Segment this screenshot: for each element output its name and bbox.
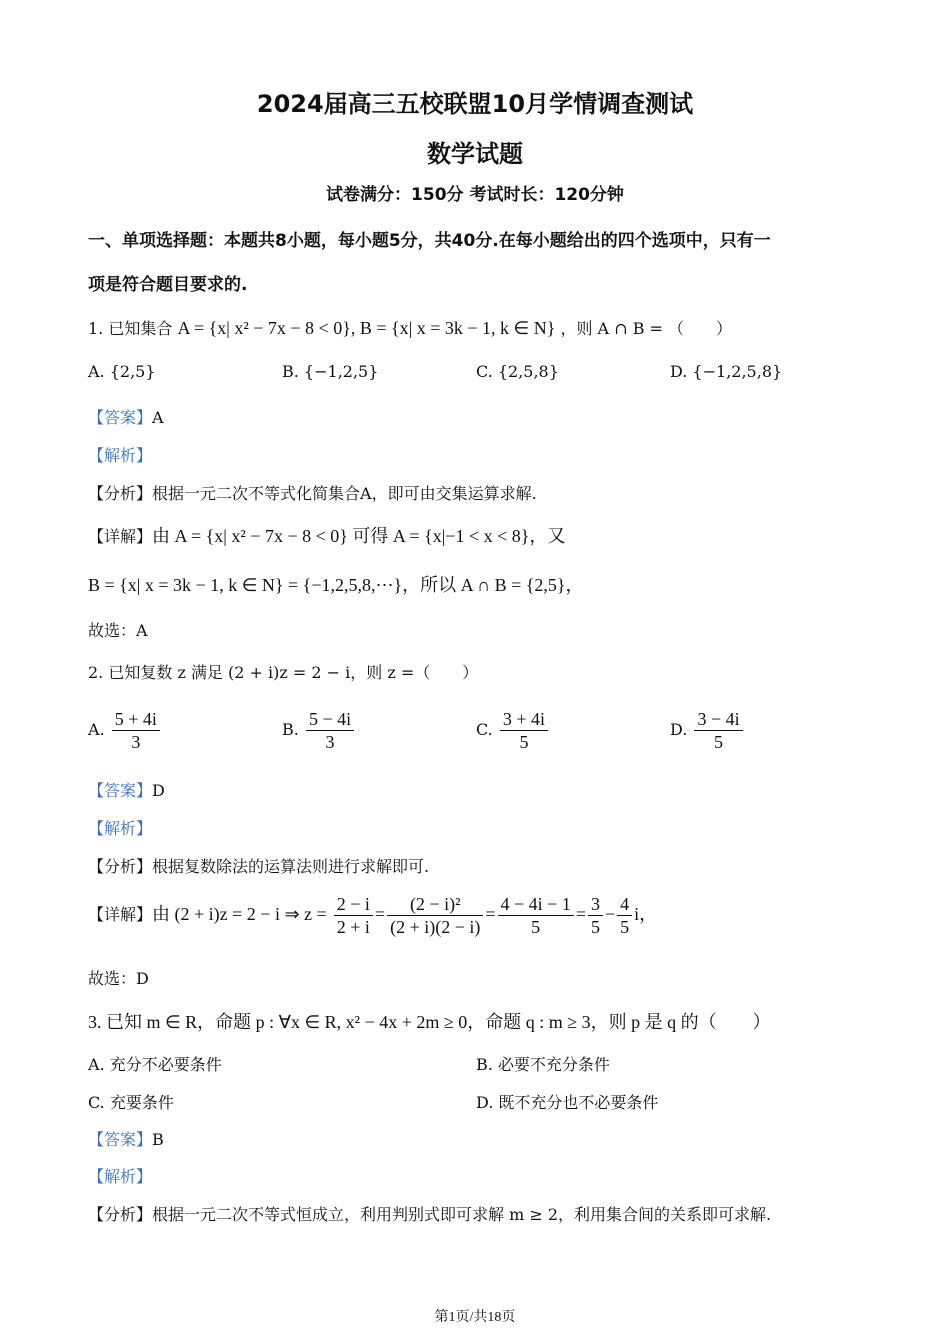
q1-detail-text1: 由 A = {x| x² − 7x − 8 < 0} 可得 A = {x|−1 < x < 8}，又	[152, 526, 566, 546]
q2-option-a-label: A.	[88, 720, 105, 739]
q2-option-d	[670, 708, 745, 753]
q1-detail-line2: B = {x| x = 3k − 1, k ∈ N} = {−1,2,5,8,⋯}，所以 A ∩ B = {2,5}，	[88, 575, 584, 595]
q1-option-a: A. {2,5}	[88, 362, 156, 381]
q2-option-a-fraction	[112, 708, 160, 753]
q2-option-b-label: B.	[282, 720, 299, 739]
q1-answer	[88, 405, 164, 428]
detail-tag: 【详解】	[88, 527, 153, 546]
q2-option-b	[282, 708, 356, 753]
q1-answer-value: A	[152, 408, 164, 427]
exam-info: 试卷满分：150分 考试时长：120分钟	[326, 185, 624, 205]
q2-detail-tail: i，	[634, 904, 658, 924]
frac-denominator: 2 + i	[336, 917, 370, 937]
frac-denominator: 5	[519, 732, 529, 752]
frac-denominator: (2 + i)(2 − i)	[390, 917, 481, 937]
q1-option-c: C. {2,5,8}	[476, 362, 559, 381]
q2-option-c-fraction	[500, 708, 548, 753]
q2-analysis-tag: 【解析】	[88, 819, 153, 838]
frac-denominator: 5	[714, 732, 724, 752]
q2-choice: 故选：D	[88, 969, 149, 988]
q2-detail-frac2	[387, 893, 483, 938]
frac-numerator: 5 − 4i	[306, 708, 354, 731]
exam-title: 2024届高三五校联盟10月学情调查测试	[256, 90, 694, 118]
answer-tag: 【答案】	[88, 408, 153, 427]
q2-fenxi	[88, 854, 429, 877]
q3-answer-value: B	[152, 1130, 164, 1149]
q1-option-b: B. {−1,2,5}	[282, 362, 379, 381]
q3-stem: 3. 已知 m ∈ R，命题 p : ∀x ∈ R, x² − 4x + 2m ≥ 0，命题 q : m ≥ 3，则 p 是 q 的（ ）	[88, 1012, 771, 1032]
q1-stem	[88, 316, 732, 339]
q2-answer-value: D	[152, 781, 165, 800]
q2-detail: 【详解】由 (2 + i)z = 2 − i ⇒ z = $\frac{2 - i}{2 + i}$ = $\frac{\text{(2 − i)²}}{(2 + i)(2 - i)}$ = $\frac{4 - 4i - 1}{5}$ = $\frac{3}{5}$ − $\frac{4}{5}$ i，	[88, 894, 658, 937]
q2-detail-prefix: 由 (2 + i)z = 2 − i ⇒ z =	[152, 904, 327, 924]
q1-fenxi-text: 根据一元二次不等式化简集合A，即可由交集运算求解.	[152, 484, 537, 503]
frac-numerator: 3 − 4i	[694, 708, 742, 731]
frac-denominator: 5	[590, 917, 600, 937]
answer-tag: 【答案】	[88, 781, 153, 800]
q1-stem-math: A = {x| x² − 7x − 8 < 0}, B = {x| x = 3k − 1, k ∈ N}	[177, 318, 556, 338]
page-number: 第1页/共18页	[434, 1310, 516, 1325]
frac-denominator: 3	[325, 732, 335, 752]
section-heading-line1: 一、单项选择题：本题共8小题，每小题5分，共40分.在每小题给出的四个选项中，只有一	[88, 231, 771, 251]
frac-denominator: 5	[620, 917, 630, 937]
q3-fenxi	[88, 1202, 771, 1225]
q1-analysis-tag: 【解析】	[88, 446, 153, 465]
q3-option-a: A. 充分不必要条件	[88, 1055, 222, 1074]
q3-option-d: D. 既不充分也不必要条件	[476, 1093, 659, 1112]
q3-option-c: C. 充要条件	[88, 1093, 174, 1112]
frac-denominator: 5	[531, 917, 541, 937]
q2-option-d-fraction	[694, 708, 742, 753]
q1-choice: 故选：A	[88, 621, 148, 640]
frac-numerator: 2 − i	[334, 893, 373, 916]
q2-detail-frac3	[498, 893, 574, 938]
q2-option-c-label: C.	[476, 720, 493, 739]
q2-detail-frac1	[334, 893, 373, 938]
q2-option-c	[476, 708, 550, 753]
q2-detail-frac4	[588, 893, 603, 938]
q1-fenxi	[88, 481, 537, 504]
fenxi-tag: 【分析】	[88, 484, 153, 503]
section-heading-line2: 项是符合题目要求的.	[88, 275, 248, 295]
frac-numerator: (2 − i)²	[387, 893, 483, 916]
q1-stem-prefix: 1. 已知集合	[88, 319, 173, 338]
exam-subtitle: 数学试题	[427, 140, 523, 168]
frac-numerator: 4	[617, 893, 632, 916]
q1-stem-suffix: ，则 A ∩ B = （ ）	[560, 319, 733, 338]
fenxi-tag: 【分析】	[88, 857, 153, 876]
frac-numerator: 4 − 4i − 1	[498, 893, 574, 916]
q2-stem: 2. 已知复数 z 满足 (2 + i)z = 2 − i，则 z =（ ）	[88, 663, 479, 682]
fenxi-tag: 【分析】	[88, 1205, 153, 1224]
q2-option-b-fraction	[306, 708, 354, 753]
q3-answer	[88, 1127, 164, 1150]
q1-option-d: D. {−1,2,5,8}	[670, 362, 783, 381]
q3-option-b: B. 必要不充分条件	[476, 1055, 610, 1074]
answer-tag: 【答案】	[88, 1130, 153, 1149]
frac-numerator: 5 + 4i	[112, 708, 160, 731]
q3-fenxi-text: 根据一元二次不等式恒成立，利用判别式即可求解 m ≥ 2，利用集合间的关系即可求解.	[152, 1205, 772, 1224]
frac-numerator: 3	[588, 893, 603, 916]
frac-numerator: 3 + 4i	[500, 708, 548, 731]
q2-answer	[88, 778, 165, 801]
detail-tag: 【详解】	[88, 905, 153, 924]
q2-option-d-label: D.	[670, 720, 688, 739]
q2-fenxi-text: 根据复数除法的运算法则进行求解即可.	[152, 857, 430, 876]
q2-detail-frac5	[617, 893, 632, 938]
q2-option-a	[88, 708, 162, 753]
frac-denominator: 3	[131, 732, 141, 752]
q3-analysis-tag: 【解析】	[88, 1167, 153, 1186]
q1-detail-line1	[88, 522, 565, 548]
